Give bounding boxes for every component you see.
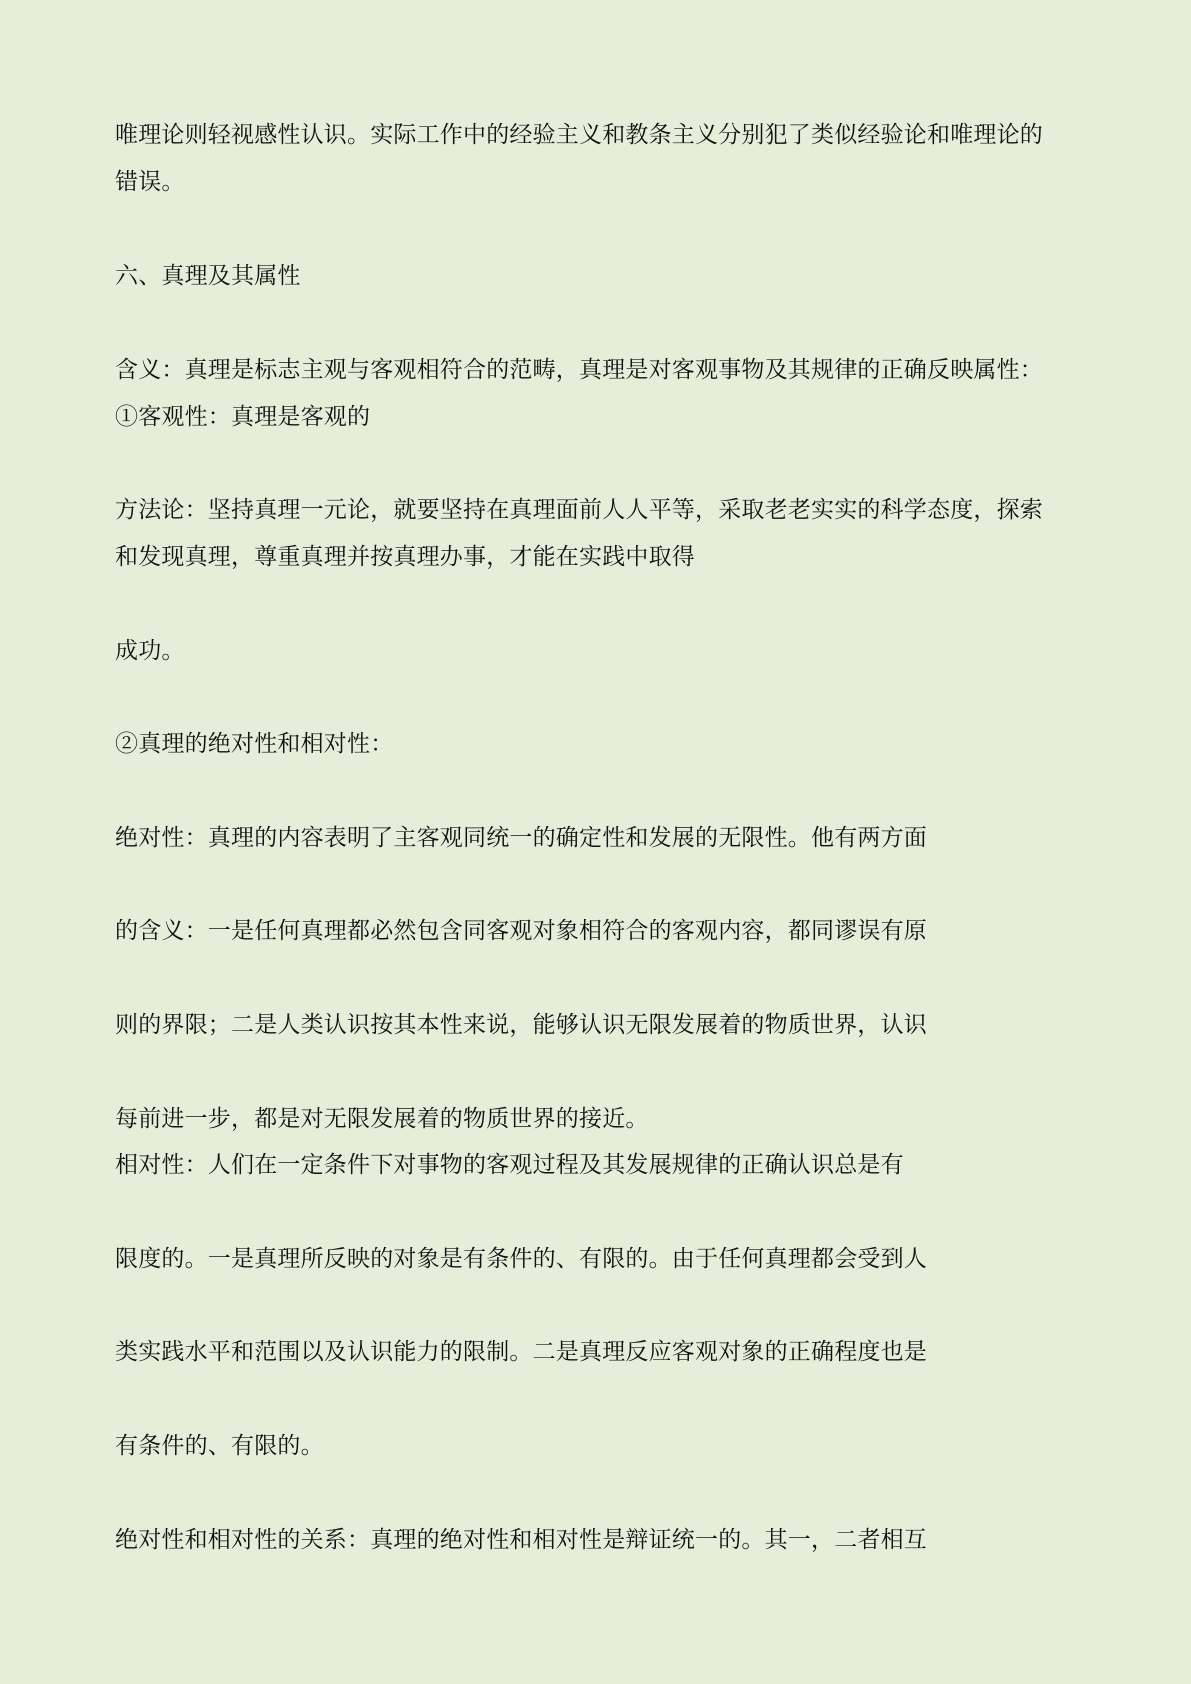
text-line: 的含义：一是任何真理都必然包含同客观对象相符合的客观内容，都同谬误有原 [115, 918, 927, 944]
text-line: 含义：真理是标志主观与客观相符合的范畴，真理是对客观事物及其规律的正确反映属性： [115, 357, 1043, 383]
text-line: 方法论：坚持真理一元论，就要坚持在真理面前人人平等，采取老老实实的科学态度，探索 [115, 497, 1043, 523]
text-line: 类实践水平和范围以及认识能力的限制。二是真理反应客观对象的正确程度也是 [115, 1339, 927, 1365]
text-line: 绝对性：真理的内容表明了主客观同统一的确定性和发展的无限性。他有两方面 [115, 825, 927, 851]
text-line: 绝对性和相对性的关系：真理的绝对性和相对性是辩证统一的。其一，二者相互 [115, 1527, 927, 1553]
text-line: 和发现真理，尊重真理并按真理办事，才能在实践中取得 [115, 544, 695, 570]
text-line: 错误。 [115, 169, 185, 195]
text-line: 唯理论则轻视感性认识。实际工作中的经验主义和教条主义分别犯了类似经验论和唯理论的 [115, 122, 1043, 148]
text-line: 相对性：人们在一定条件下对事物的客观过程及其发展规律的正确认识总是有 [115, 1152, 904, 1178]
text-line: ②真理的绝对性和相对性： [115, 731, 394, 757]
text-line: 则的界限；二是人类认识按其本性来说，能够认识无限发展着的物质世界，认识 [115, 1012, 927, 1038]
text-line: 成功。 [115, 638, 185, 664]
section-heading: 六、真理及其属性 [115, 263, 301, 289]
text-line: 限度的。一是真理所反映的对象是有条件的、有限的。由于任何真理都会受到人 [115, 1246, 927, 1272]
text-line: 每前进一步，都是对无限发展着的物质世界的接近。 [115, 1106, 649, 1132]
text-line: ①客观性：真理是客观的 [115, 404, 371, 430]
text-line: 有条件的、有限的。 [115, 1433, 324, 1459]
